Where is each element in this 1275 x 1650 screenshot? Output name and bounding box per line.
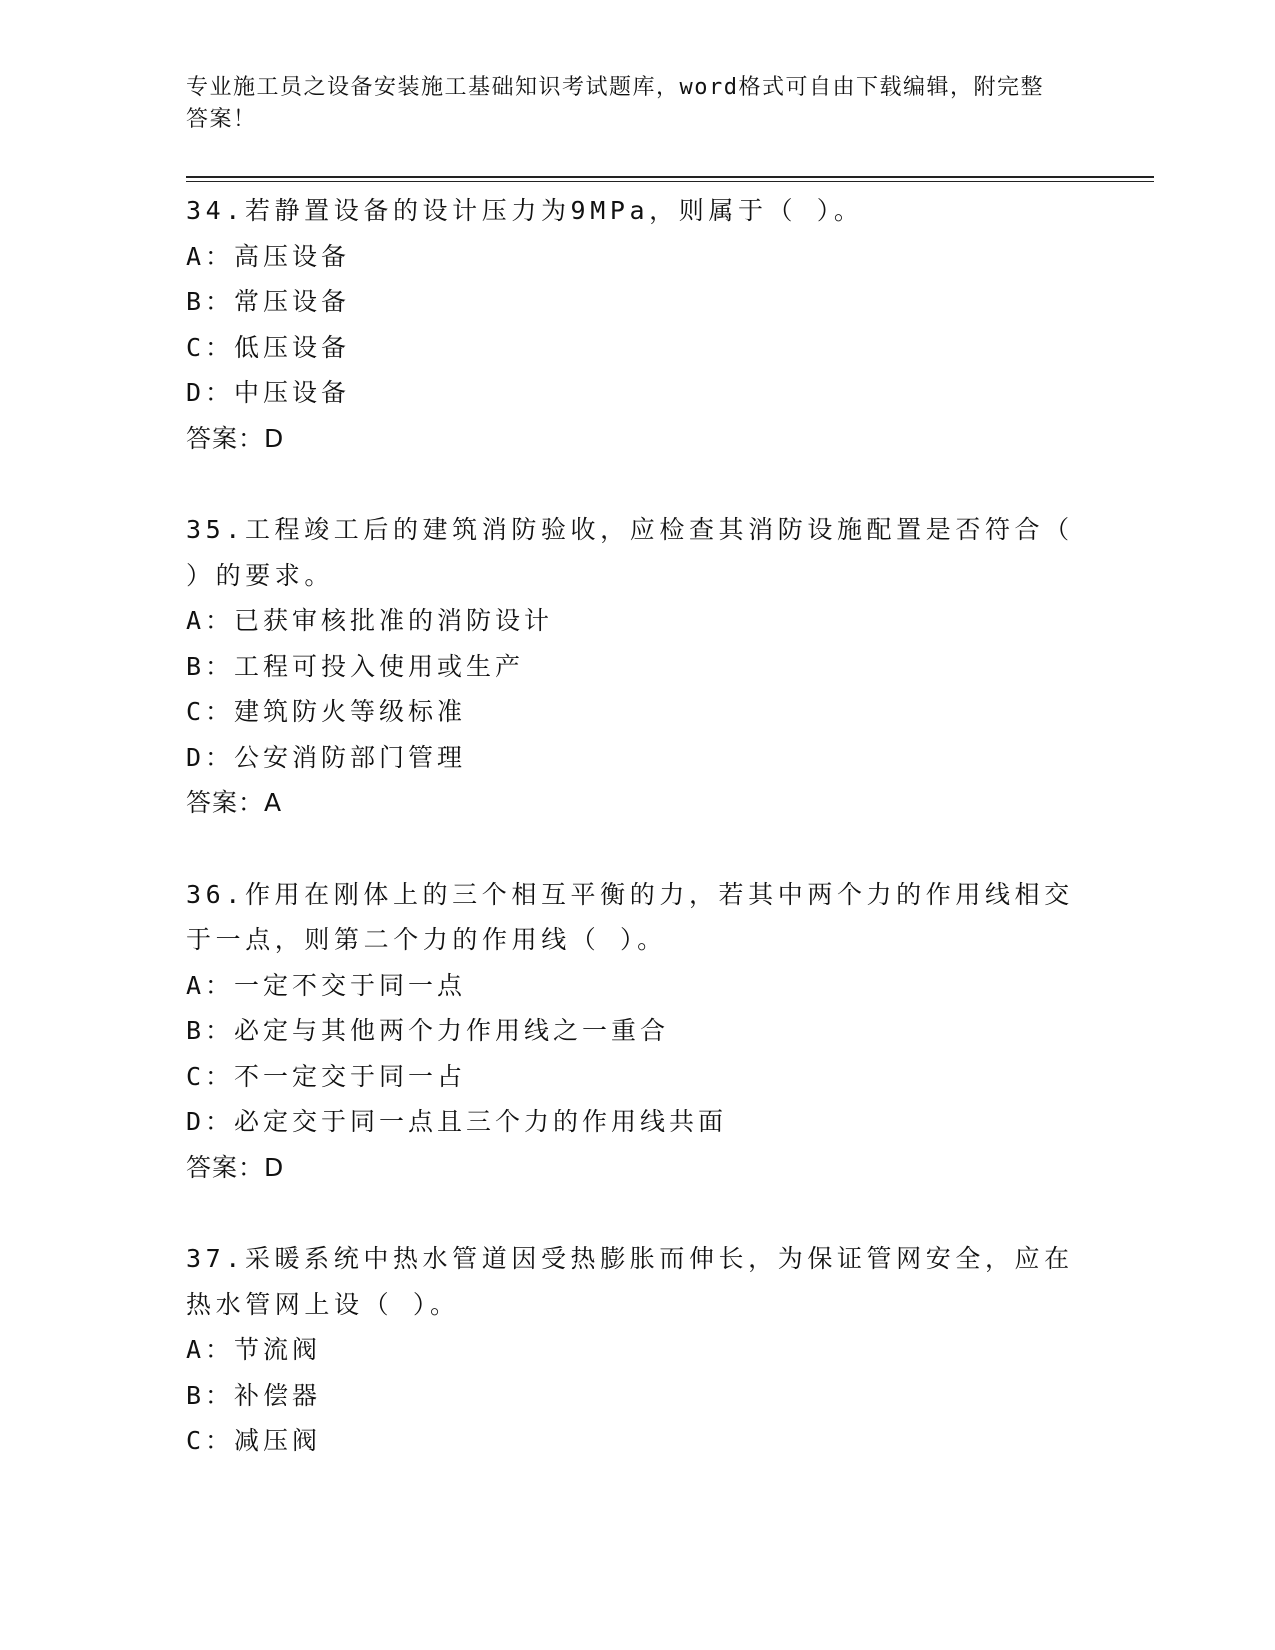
option-c: C：减压阀: [186, 1426, 322, 1455]
document-header: 专业施工员之设备安装施工基础知识考试题库，word格式可自由下载编辑，附完整答案！: [186, 75, 1044, 132]
question-stem: 35.工程竣工后的建筑消防验收，应检查其消防设施配置是否符合（ ）的要求。: [186, 515, 1094, 590]
option-d: D：必定交于同一点且三个力的作用线共面: [186, 1107, 728, 1136]
option-b: B：常压设备: [186, 287, 351, 316]
answer: 答案：D: [186, 423, 285, 453]
question-36: [186, 872, 1086, 1191]
question-stem: 37.采暖系统中热水管道因受热膨胀而伸长，为保证管网安全，应在热水管网上设（ ）。: [186, 1244, 1074, 1319]
question-34: [186, 188, 1086, 461]
option-c: C：不一定交于同一占: [186, 1061, 467, 1091]
question-37: [186, 1236, 1086, 1464]
option-b: B：必定与其他两个力作用线之一重合: [186, 1016, 670, 1045]
answer: 答案：A: [186, 788, 283, 817]
option-d: D：公安消防部门管理: [186, 742, 467, 772]
question-stem: 34.若静置设备的设计压力为9MPa，则属于（ ）。: [186, 196, 864, 225]
option-b: B：补偿器: [186, 1380, 322, 1410]
option-d: D：中压设备: [186, 378, 351, 407]
header-rule-thin: [186, 181, 1154, 182]
question-stem: 36.作用在刚体上的三个相互平衡的力，若其中两个力的作用线相交于一点，则第二个力的作用线（ ）。: [186, 879, 1074, 954]
option-c: C：建筑防火等级标准: [186, 697, 467, 726]
option-a: A：已获审核批准的消防设计: [186, 606, 554, 635]
option-a: A：高压设备: [186, 241, 351, 271]
option-b: B：工程可投入使用或生产: [186, 651, 525, 681]
option-c: C：低压设备: [186, 332, 351, 362]
header-rule-thick: [186, 176, 1154, 178]
option-a: A：节流阀: [186, 1335, 322, 1364]
answer: 答案：D: [186, 1152, 285, 1182]
question-35: [186, 507, 1094, 826]
question-list: [186, 188, 1094, 1510]
option-a: A：一定不交于同一点: [186, 970, 467, 1000]
